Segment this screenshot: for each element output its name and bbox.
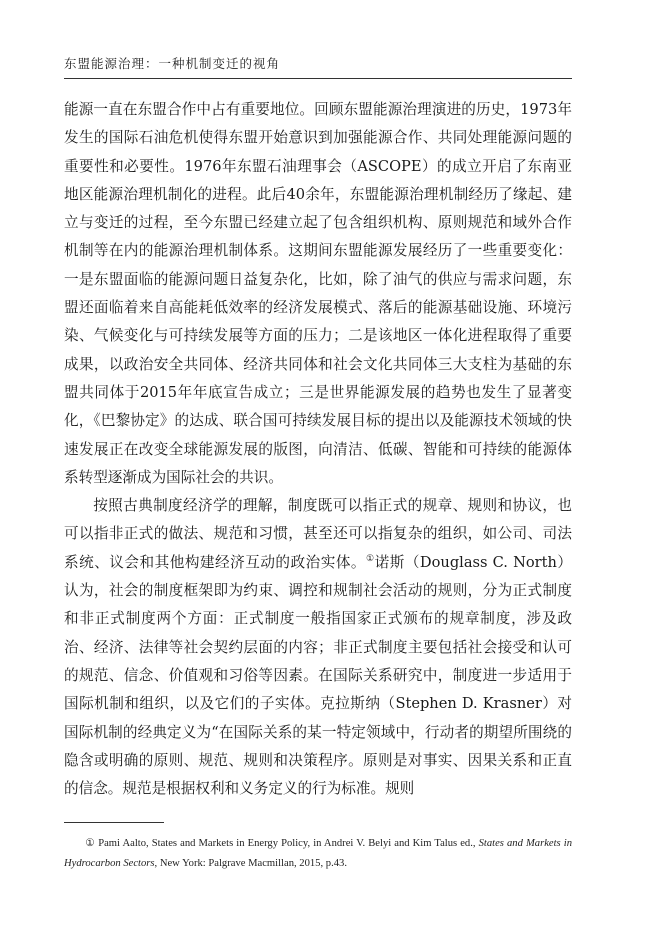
body-text xyxy=(64,96,572,803)
header-rule xyxy=(64,78,572,79)
paragraph-2-text-b: 诺斯（Douglass C. North）认为，社会的制度框架即为约束、调控和规制社会活动的规则，分为正式制度和非正式制度两个方面：正式制度一般指国家正式颁布的规章制度，涉及政治、经济、法律等社会契约层面的内容；非正式制度主要包括社会接受和认可的规范、信念、价值观和习俗等因素。在国际关系研究中，制度进一步适用于国际机制和组织，以及它们的子实体。克拉斯纳（Stephen D. Krasner）对国际机制的经典定义为“在国际关系的某一特定领域中，行动者的期望所围绕的隐含或明确的原则、规范、规则和决策程序。原则是对事实、因果关系和正直的信念。规范是根据权利和义务定义的行为标准。规则 xyxy=(64,553,572,798)
footnote-rule xyxy=(64,822,164,823)
footnote xyxy=(64,834,572,874)
paragraph-1: 能源一直在东盟合作中占有重要地位。回顾东盟能源治理演进的历史，1973年发生的国际石油危机使得东盟开始意识到加强能源合作、共同处理能源问题的重要性和必要性。1976年东盟石油理事会（ASCOPE）的成立开启了东南亚地区能源治理机制化的进程。此后40余年，东盟能源治理机制经历了缘起、建立与变迁的过程，至今东盟已经建立起了包含组织机构、原则规范和域外合作机制等在内的能源治理机制体系。这期间东盟能源发展经历了一些重要变化：一是东盟面临的能源问题日益复杂化，比如，除了油气的供应与需求问题，东盟还面临着来自高能耗低效率的经济发展模式、落后的能源基础设施、环境污染、气候变化与可持续发展等方面的压力；二是该地区一体化进程取得了重要成果，以政治安全共同体、经济共同体和社会文化共同体三大支柱为基础的东盟共同体于2015年年底宣告成立；三是世界能源发展的趋势也发生了显著变化，《巴黎协定》的达成、联合国可持续发展目标的提出以及能源技术领域的快速发展正在改变全球能源发展的版图，向清洁、低碳、智能和可持续的能源体系转型逐渐成为国际社会的共识。 xyxy=(64,101,572,486)
footnote-marker: ① xyxy=(85,838,96,849)
running-head: 东盟能源治理：一种机制变迁的视角 xyxy=(64,56,281,71)
footnote-reference[interactable]: ① xyxy=(366,553,375,564)
paragraph-2-text-a: 按照古典制度经济学的理解，制度既可以指正式的规章、规则和协议，也可以指非正式的做法、规范和习惯，甚至还可以指复杂的组织，如公司、司法系统、议会和其他构建经济互动的政治实体。 xyxy=(64,497,572,571)
footnote-text-b: , New York: Palgrave Macmillan, 2015, p.43. xyxy=(154,858,347,869)
paragraph-2 xyxy=(64,492,572,803)
footnote-text-a: Pami Aalto, States and Markets in Energy Policy, in Andrei V. Belyi and Kim Talus ed., xyxy=(95,838,479,849)
footnote-book-title: States and Markets in Hydrocarbon Sectors xyxy=(64,838,572,869)
